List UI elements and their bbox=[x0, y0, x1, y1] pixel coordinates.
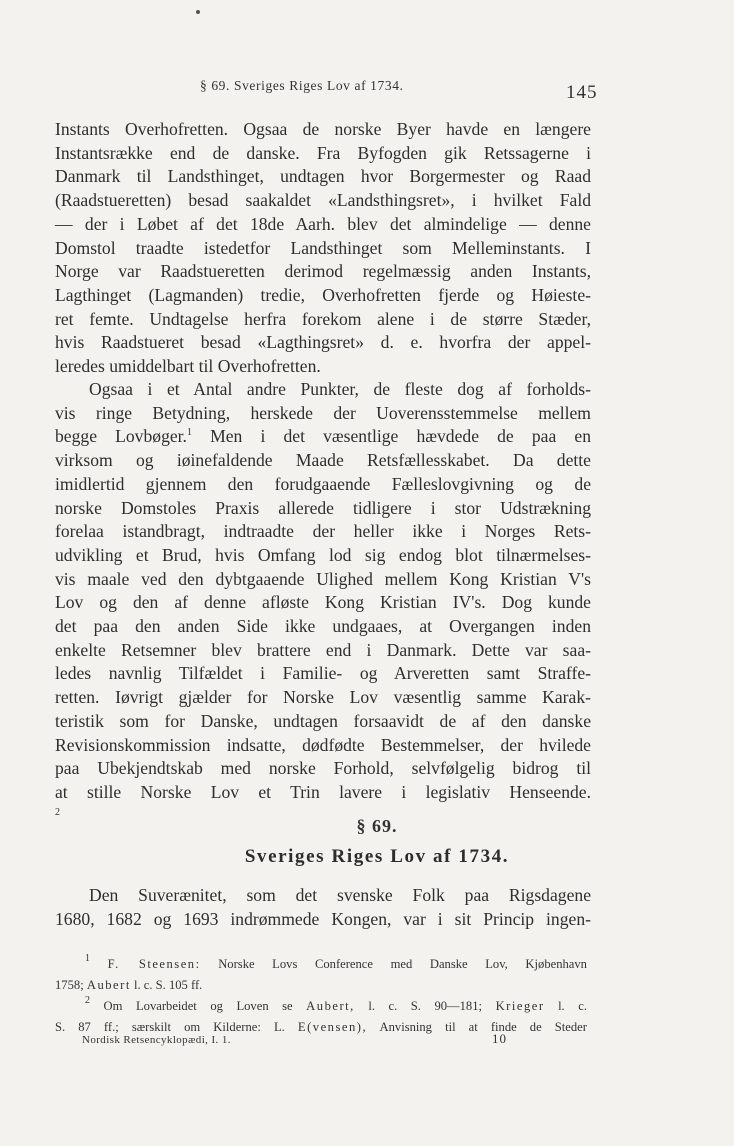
footnote-text: Om Lovarbeidet og Loven se bbox=[103, 999, 293, 1013]
footnote-number: 2 bbox=[85, 995, 90, 1006]
text-line: Domstol traadte istedetfor Landsthinget som Melleminstants. I bbox=[55, 237, 591, 258]
text-line: at stille Norske Lov et Trin lavere i legislativ Henseende. bbox=[55, 781, 591, 802]
text-line: 1680, 1682 og 1693 indrømmede Kongen, var i sit Princip ingen- bbox=[55, 908, 591, 929]
text-line: leredes umiddelbart til Overhofretten. bbox=[55, 356, 321, 377]
page-number: 145 bbox=[566, 82, 598, 103]
text-line: Danmark til Landsthinget, undtagen hvor Borgermester og Raad bbox=[55, 166, 591, 187]
text-line: virksom og iøinefaldende Maade Retsfællesskabet. Da dette bbox=[55, 450, 591, 471]
text-line: ret femte. Undtagelse herfra forekom alene i de større Stæder, bbox=[55, 308, 591, 329]
text-line: ledes navnlig Tilfældet i Familie- og Arveretten samt Straffe- bbox=[55, 663, 591, 684]
text-line: teristik som for Danske, undtagen forsaavidt de af den danske bbox=[55, 710, 591, 731]
text-line: vis maale ved den dybtgaaende Ulighed mellem Kong Kristian V's bbox=[55, 568, 591, 589]
sheet-number: 10 bbox=[492, 1031, 507, 1046]
text-line: imidlertid gjennem den forudgaaende Fælleslovgivning og de bbox=[55, 473, 591, 494]
footnote-marker: 2 bbox=[55, 806, 60, 818]
footnote-text: Anvisning til at finde de Steder bbox=[379, 1020, 587, 1034]
footnote-2 bbox=[55, 996, 587, 1017]
text-line: Revisionskommission indsatte, dødfødte Bestemmelser, der hvilede bbox=[55, 734, 591, 755]
text-line: norske Domstoles Praxis allerede tidligere i stor Udstrækning bbox=[55, 497, 591, 518]
text-line: paa Ubekjendtskab med norske Forhold, selvfølgelig bidrog til bbox=[55, 758, 591, 779]
text-line: Norge var Raadstueretten derimod regelmæssig anden Instants, bbox=[55, 261, 591, 282]
text-line: enkelte Retsemner blev brattere end i Danmark. Dette var saa- bbox=[55, 639, 591, 660]
footnote-number: 1 bbox=[85, 953, 90, 964]
footnotes bbox=[55, 954, 587, 1038]
footnote-text: l. c. S. 90—181; bbox=[368, 999, 483, 1013]
text-line: Ogsaa i et Antal andre Punkter, de fleste dog af forholds- bbox=[89, 379, 591, 399]
text-line-with-footnote bbox=[55, 425, 591, 449]
text-line: forelaa istandbragt, indtraadte der heller ikke i Norges Rets- bbox=[55, 521, 591, 542]
paragraph-1 bbox=[55, 118, 591, 379]
text-line: Den Suverænitet, som det svenske Folk paa Rigsdagene bbox=[89, 885, 591, 905]
footnote-text: 1758; bbox=[55, 978, 84, 992]
footnote-author: Krieger bbox=[495, 999, 545, 1013]
text-line: hvis Raadstueret besad «Lagthingsret» d. e. hvorfra der appel- bbox=[55, 332, 591, 353]
footnote-text: l. c. S. 105 ff. bbox=[133, 978, 203, 992]
footnote-marker: 1 bbox=[186, 427, 192, 439]
section-title: Sveriges Riges Lov af 1734. bbox=[244, 846, 510, 867]
signature-line: Nordisk Retsencyklopædi, I. 1. bbox=[82, 1034, 231, 1046]
running-head: § 69. Sveriges Riges Lov af 1734. bbox=[200, 78, 404, 93]
text-line: Lagthinget (Lagmanden) tredie, Overhofretten fjerde og Høieste- bbox=[55, 284, 591, 305]
ink-speck bbox=[196, 10, 200, 14]
text-line: Instantsrække end de danske. Fra Byfogden gik Retssagerne i bbox=[55, 142, 591, 163]
footnote-author: Aubert bbox=[86, 978, 131, 992]
footnote-author: F. Steensen: bbox=[107, 957, 201, 971]
footnote-text: S. 87 ff.; særskilt om Kilderne: L. bbox=[55, 1020, 285, 1034]
text-line: (Raadstueretten) besad saakaldet «Landsthingsret», i hvilket Fald bbox=[55, 190, 591, 211]
footnote-text: l. c. bbox=[558, 999, 587, 1013]
section-number: § 69. bbox=[356, 816, 398, 836]
text-segment: begge Lovbøger. bbox=[55, 426, 187, 447]
footnote-author: Aubert, bbox=[306, 999, 355, 1013]
text-line: Lov og den af denne afløste Kong Kristian IV's. Dog kunde bbox=[55, 592, 591, 613]
text-line: Instants Overhofretten. Ogsaa de norske Byer havde en længere bbox=[55, 119, 591, 139]
footnote-1 bbox=[55, 954, 587, 975]
text-line: vis ringe Betydning, herskede der Uoverensstemmelse mellem bbox=[55, 402, 591, 423]
footnote-1-continuation bbox=[55, 975, 587, 996]
paragraph-3 bbox=[55, 884, 591, 931]
text-line: retten. Iøvrigt gjælder for Norske Lov væsentlig samme Karak- bbox=[55, 687, 591, 708]
text-line: — der i Løbet af det 18de Aarh. blev det almindelige — denne bbox=[55, 213, 591, 234]
footnote-text: Norske Lovs Conference med Danske Lov, Kjøbenhavn bbox=[218, 957, 587, 971]
footnote-author: E(vensen), bbox=[297, 1020, 368, 1034]
text-segment: Men i det væsentlige hævdede de paa en bbox=[210, 426, 592, 447]
paragraph-2 bbox=[55, 378, 591, 828]
text-line: udvikling et Brud, hvis Omfang lod sig endog blot tilnærmelses- bbox=[55, 544, 591, 565]
text-line: det paa den anden Side ikke undgaaes, at Overgangen inden bbox=[55, 616, 591, 637]
